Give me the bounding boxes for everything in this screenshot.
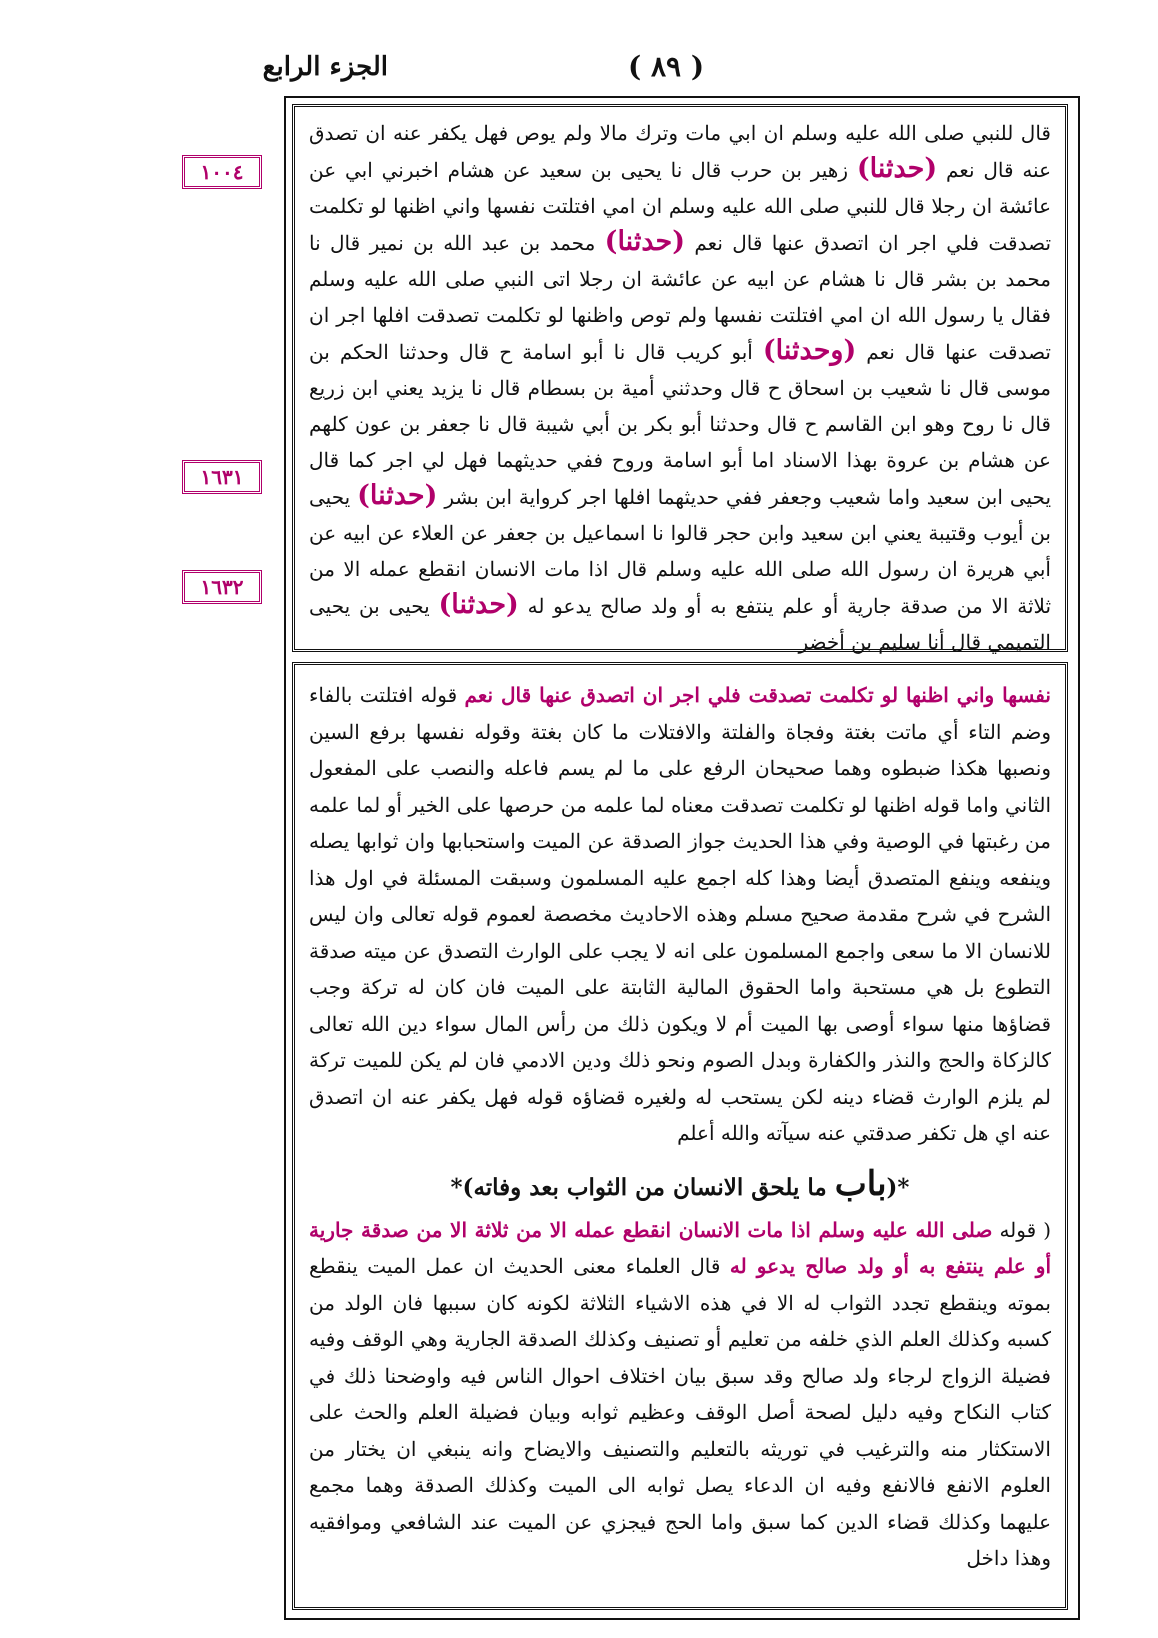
haddathana-keyword: (حدثنا) [604, 226, 685, 257]
hadith-number-marker: ١٠٠٤ [182, 155, 262, 189]
page-number: ( ٨٩ ) [628, 50, 705, 83]
hadith-text-box [292, 104, 1068, 652]
hadith-text: زهير بن حرب قال نا يحيى بن سعيد عن هشام اخبرني ابي عن عائشة ان رجلا قال للنبي صلى الله عليه وسلم ان امي افتلتت نفسها واني اظنها لو تكلمت تصدقت فلي اجر ان اتصدق عنها قال نعم [309, 158, 1052, 255]
commentary-text: ( قوله [999, 1217, 1051, 1242]
chapter-title-bab: باب [834, 1163, 887, 1204]
part-title: الجزء الرابع [262, 52, 388, 82]
chapter-title-text: ما يلحق الانسان من الثواب بعد وفاته [473, 1173, 827, 1201]
hadith-text: يحيى بن يحيى التميمي قال أنا سليم بن أخضر [309, 594, 1051, 654]
hadith-text: محمد بن عبد الله بن نمير قال نا محمد بن بشر قال نا هشام عن ابيه عن عائشة ان رجلا اتى النبي صلى الله عليه وسلم فقال يا رسول الله ان امي افتلتت نفسها ولم توص واظنها لو تكلمت تصدقت افلها اجر ان تصدقت عنها قال نعم [309, 231, 1051, 364]
commentary-paragraph [295, 665, 1065, 1152]
hadith-paragraph [295, 107, 1065, 660]
chapter-title [295, 1152, 1065, 1212]
chapter-title-bracket: )* [450, 1173, 474, 1201]
hadith-number-marker: ١٦٣٢ [182, 570, 262, 604]
commentary-paragraph [295, 1212, 1065, 1577]
hadith-text: قال للنبي صلى الله عليه وسلم ان ابي مات وترك مالا ولم يوص فهل يكفر عنه ان تصدق عنه قال نعم [309, 121, 1052, 182]
commentary-text: قال العلماء معنى الحديث ان عمل الميت ينقطع بموته وينقطع تجدد الثواب له الا في هذه الاشياء الثلاثة لكونه كان سببها فان الولد من كسبه وكذلك العلم الذي خلفه من تعليم أو تصنيف وكذلك الصدقة الجارية وهي الوقف وفيه فضيلة الزواج لرجاء ولد صالح وقد سبق بيان اختلاف احوال الناس فيه واوضحنا ذلك في كتاب النكاح وفيه دليل لصحة أصل الوقف وعظيم ثوابه وبيان فضيلة العلم والحث على الاستكثار منه والترغيب في توريثه بالتعليم والتصنيف والايضاح وانه ينبغي ان يختار من العلوم الانفع فالانفع وفيه ان الدعاء يصل ثوابه الى الميت وكذلك الصدقة وهما مجمع عليهما وكذلك قضاء الدين كما سبق واما الحج فيجزي عن الميت عند الشافعي وموافقيه وهذا داخل [309, 1254, 1051, 1570]
chapter-title-bracket: *( [886, 1173, 910, 1201]
commentary-text: قوله افتلتت بالفاء وضم التاء أي ماتت بغتة وفجاة والفلتة والافتلات ما كان بغتة وقوله نفسها برفع السين ونصبها هكذا ضبطوه وهما صحيحان الرفع على ما لم يسم فاعله والنصب على المفعول الثاني واما قوله اظنها لو تكلمت تصدقت معناه لما علمه من حرصها على الخير أو لما علمه من رغبتها في الوصية وفي هذا الحديث جواز الصدقة عن الميت واستحبابها وان ثوابها يصله وينفعه وينفع المتصدق أيضا وهذا كله اجمع عليه المسلمون وسبقت المسئلة في اول هذا الشرح في شرح مقدمة صحيح مسلم وهذه الاحاديث مخصصة لعموم قوله تعالى وان ليس للانسان الا ما سعى واجمع المسلمون على انه لا يجب على الوارث التصدق عن ميته صدقة التطوع بل هي مستحبة واما الحقوق المالية الثابتة على الميت فان كان له تركة وجب قضاؤها منها سواء أوصى بها الميت أم لا ويكون ذلك من رأس المال سواء دين الله تعالى كالزكاة والحج والنذر والكفارة وبدل الصوم ونحو ذلك ودين الادمي فان لم يكن للميت تركة لم يلزم الوارث قضاء دينه لكن يستحب له ولغيره قضاؤه قوله فهل يكفر عنه ان اتصدق عنه اي هل تكفر صدقتي عنه سيآته والله أعلم [309, 683, 1051, 1145]
page-header [0, 48, 1158, 88]
hadith-number-marker: ١٦٣١ [182, 460, 262, 494]
hadith-text: أبو كريب قال نا أبو اسامة ح قال وحدثنا الحكم بن موسى قال نا شعيب بن اسحاق ح قال وحدثني أمية بن بسطام قال نا يزيد يعني ابن زريع قال نا روح وهو ابن القاسم ح قال وحدثنا أبو بكر بن أبي شيبة قال نا جعفر بن عون كلهم عن هشام بن عروة بهذا الاسناد اما أبو اسامة وروح ففي حديثهما فهل لي اجر كما قال يحيى ابن سعيد واما شعيب وجعفر ففي حديثهما افلها اجر كرواية ابن بشر [309, 340, 1052, 509]
commentary-box [292, 662, 1068, 1610]
quoted-matn: صلى الله عليه وسلم اذا مات الانسان انقطع عمله الا من ثلاثة الا من صدقة جارية أو علم ينتفع به أو ولد صالح يدعو له [309, 1217, 1051, 1278]
haddathana-keyword: (حدثنا) [856, 153, 938, 184]
quoted-matn: نفسها واني اظنها لو تكلمت تصدقت فلي اجر ان اتصدق عنها قال نعم [464, 683, 1051, 707]
haddathana-keyword: (حدثنا) [357, 480, 438, 511]
haddathana-keyword: (حدثنا) [438, 589, 519, 620]
page-frame [284, 96, 1080, 1620]
haddathana-keyword: (وحدثنا) [762, 335, 857, 366]
hadith-text: يحيى بن أيوب وقتيبة يعني ابن سعيد وابن حجر قالوا نا اسماعيل بن جعفر عن العلاء عن ابيه عن أبي هريرة ان رسول الله صلى الله عليه وسلم قال اذا مات الانسان انقطع عمله الا من ثلاثة الا من صدقة جارية أو علم ينتفع به أو ولد صالح يدعو له [309, 485, 1052, 618]
